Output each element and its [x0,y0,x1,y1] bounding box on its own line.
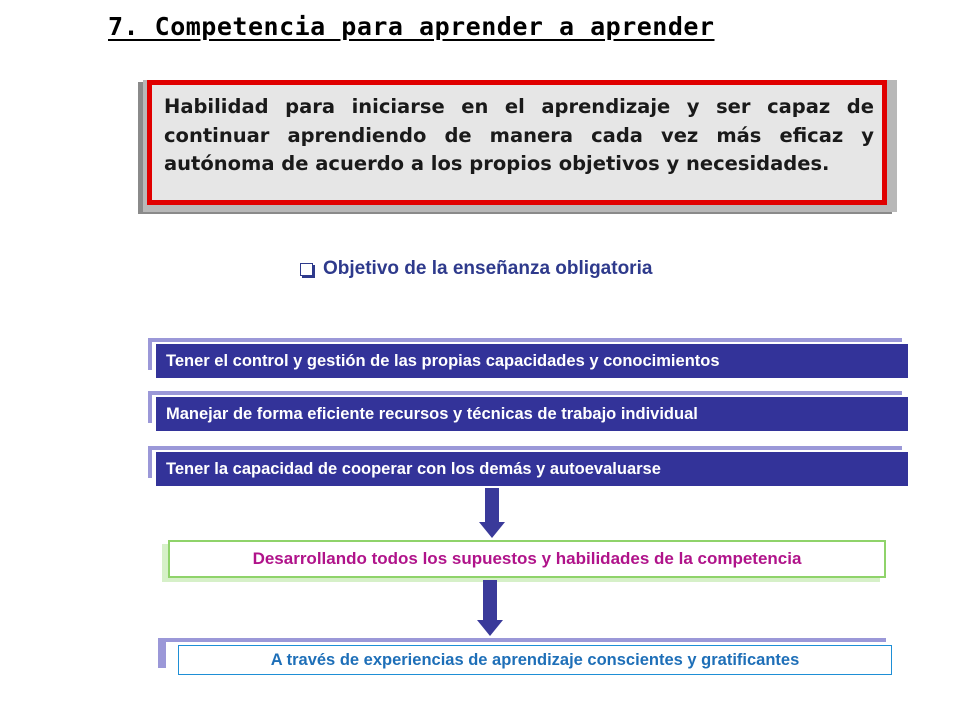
definition-text: Habilidad para iniciarse en el aprendizaje y ser capaz de continuar aprendiendo de manera cada vez más eficaz y autónoma de acuerdo a los propios objetivos y necesidades. [164,95,874,175]
developing-box: Desarrollando todos los supuestos y habilidades de la competencia [168,540,886,578]
objective-heading [300,258,652,280]
through-box: A través de experiencias de aprendizaje conscientes y gratificantes [178,645,892,675]
down-arrow-icon [485,488,499,522]
item-text-3: Tener la capacidad de cooperar con los demás y autoevaluarse [156,452,908,486]
definition-box [147,80,887,205]
down-arrow-icon [483,580,497,620]
objective-label: Objetivo de la enseñanza obligatoria [323,258,653,279]
page-title: 7. Competencia para aprender a aprender [108,12,715,41]
item-text-2: Manejar de forma eficiente recursos y técnicas de trabajo individual [156,397,908,431]
item-text-1: Tener el control y gestión de las propias capacidades y conocimientos [156,344,908,378]
checkbox-bullet-icon [300,263,313,276]
